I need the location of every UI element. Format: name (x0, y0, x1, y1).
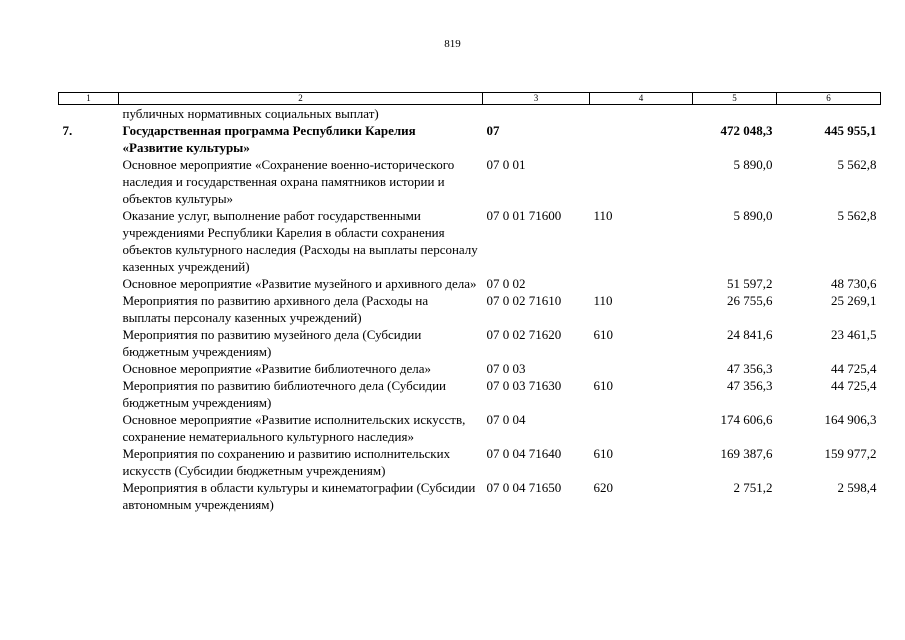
target-code: 07 0 03 71630 (486, 378, 562, 393)
page-number: 819 (444, 38, 461, 50)
target-code: 07 0 04 71650 (486, 480, 562, 495)
table-body (59, 105, 881, 514)
amount-col6: 25 269,1 (831, 293, 877, 308)
expense-type (590, 411, 693, 445)
expense-type (590, 122, 693, 156)
row-index (59, 275, 119, 292)
amount-col6: 44 725,4 (831, 361, 877, 376)
target-code (483, 105, 590, 123)
amount-col5: 47 356,3 (727, 378, 773, 393)
table-row (59, 207, 881, 275)
row-index (59, 326, 119, 360)
amount-col6: 164 906,3 (824, 412, 877, 427)
expense-type (590, 156, 693, 207)
row-index (59, 292, 119, 326)
amount-col6: 5 562,8 (837, 208, 877, 223)
table-row (59, 275, 881, 292)
amount-col5: 169 387,6 (720, 446, 773, 461)
column-header: 3 (483, 93, 590, 105)
column-header: 6 (777, 93, 881, 105)
target-code: 07 0 03 (486, 361, 526, 376)
table-row (59, 377, 881, 411)
expense-type (590, 105, 693, 123)
amount-col6 (777, 105, 881, 123)
amount-col5: 47 356,3 (727, 361, 773, 376)
amount-col6: 5 562,8 (837, 157, 877, 172)
table-row (59, 292, 881, 326)
row-index: 7. (62, 123, 73, 138)
row-name: Государственная программа Республики Карелия «Развитие культуры» (122, 123, 416, 155)
amount-col5: 24 841,6 (727, 327, 773, 342)
row-index (59, 156, 119, 207)
target-code: 07 0 01 (486, 157, 526, 172)
target-code: 07 0 01 71600 (486, 208, 562, 223)
amount-col5: 26 755,6 (727, 293, 773, 308)
expense-type: 110 (593, 293, 613, 308)
table-row (59, 411, 881, 445)
row-name: Мероприятия по сохранению и развитию исполнительских искусств (Субсидии бюджетным учреждениям) (122, 446, 451, 478)
amount-col6: 44 725,4 (831, 378, 877, 393)
row-name: Основное мероприятие «Сохранение военно-исторического наследия и государственная охрана памятников истории и объектов культуры» (122, 157, 455, 206)
row-name: Основное мероприятие «Развитие исполнительских искусств, сохранение нематериального культурного наследия» (122, 412, 466, 444)
expense-type: 610 (593, 378, 613, 393)
row-index (59, 377, 119, 411)
amount-col5 (693, 105, 777, 123)
row-name: Мероприятия по развитию архивного дела (Расходы на выплаты персоналу казенных учреждений) (122, 293, 429, 325)
row-name: Мероприятия по развитию библиотечного дела (Субсидии бюджетным учреждениям) (122, 378, 447, 410)
amount-col6: 23 461,5 (831, 327, 877, 342)
row-index (59, 207, 119, 275)
row-name: Мероприятия по развитию музейного дела (Субсидии бюджетным учреждениям) (122, 327, 422, 359)
amount-col6: 48 730,6 (831, 276, 877, 291)
amount-col5: 2 751,2 (733, 480, 773, 495)
expense-type: 610 (593, 446, 613, 461)
target-code: 07 0 02 71610 (486, 293, 562, 308)
row-name: Основное мероприятие «Развитие музейного и архивного дела» (122, 276, 477, 291)
table-row (59, 479, 881, 513)
table-row (59, 360, 881, 377)
table-row (59, 445, 881, 479)
target-code: 07 0 02 (486, 276, 526, 291)
expense-type: 110 (593, 208, 613, 223)
target-code: 07 (486, 123, 500, 138)
row-index (59, 479, 119, 513)
expense-type: 620 (593, 480, 613, 495)
table-row (59, 326, 881, 360)
column-number-header (59, 93, 881, 105)
amount-col5: 472 048,3 (720, 123, 773, 138)
column-header: 5 (693, 93, 777, 105)
table-row (59, 105, 881, 123)
column-header: 1 (59, 93, 119, 105)
target-code: 07 0 04 (486, 412, 526, 427)
table-row (59, 156, 881, 207)
amount-col5: 51 597,2 (727, 276, 773, 291)
amount-col5: 174 606,6 (720, 412, 773, 427)
expense-type (590, 360, 693, 377)
expense-type: 610 (593, 327, 613, 342)
amount-col5: 5 890,0 (733, 157, 773, 172)
target-code: 07 0 04 71640 (486, 446, 562, 461)
target-code: 07 0 02 71620 (486, 327, 562, 342)
expense-type (590, 275, 693, 292)
amount-col6: 445 955,1 (824, 123, 877, 138)
table-row (59, 122, 881, 156)
column-header: 2 (119, 93, 483, 105)
amount-col6: 159 977,2 (824, 446, 877, 461)
amount-col6: 2 598,4 (837, 480, 877, 495)
column-header: 4 (590, 93, 693, 105)
budget-table (58, 92, 881, 513)
row-name: Основное мероприятие «Развитие библиотечного дела» (122, 361, 431, 376)
amount-col5: 5 890,0 (733, 208, 773, 223)
row-index (59, 105, 119, 123)
row-index (59, 445, 119, 479)
row-name: публичных нормативных социальных выплат) (122, 106, 379, 121)
row-index (59, 360, 119, 377)
row-name: Мероприятия в области культуры и кинематографии (Субсидии автономным учреждениям) (122, 480, 476, 512)
row-name: Оказание услуг, выполнение работ государственными учреждениями Республики Карелия в области сохранения объектов культурного наследия (Расходы на выплаты персоналу казенных учреждений) (122, 208, 478, 274)
row-index (59, 411, 119, 445)
